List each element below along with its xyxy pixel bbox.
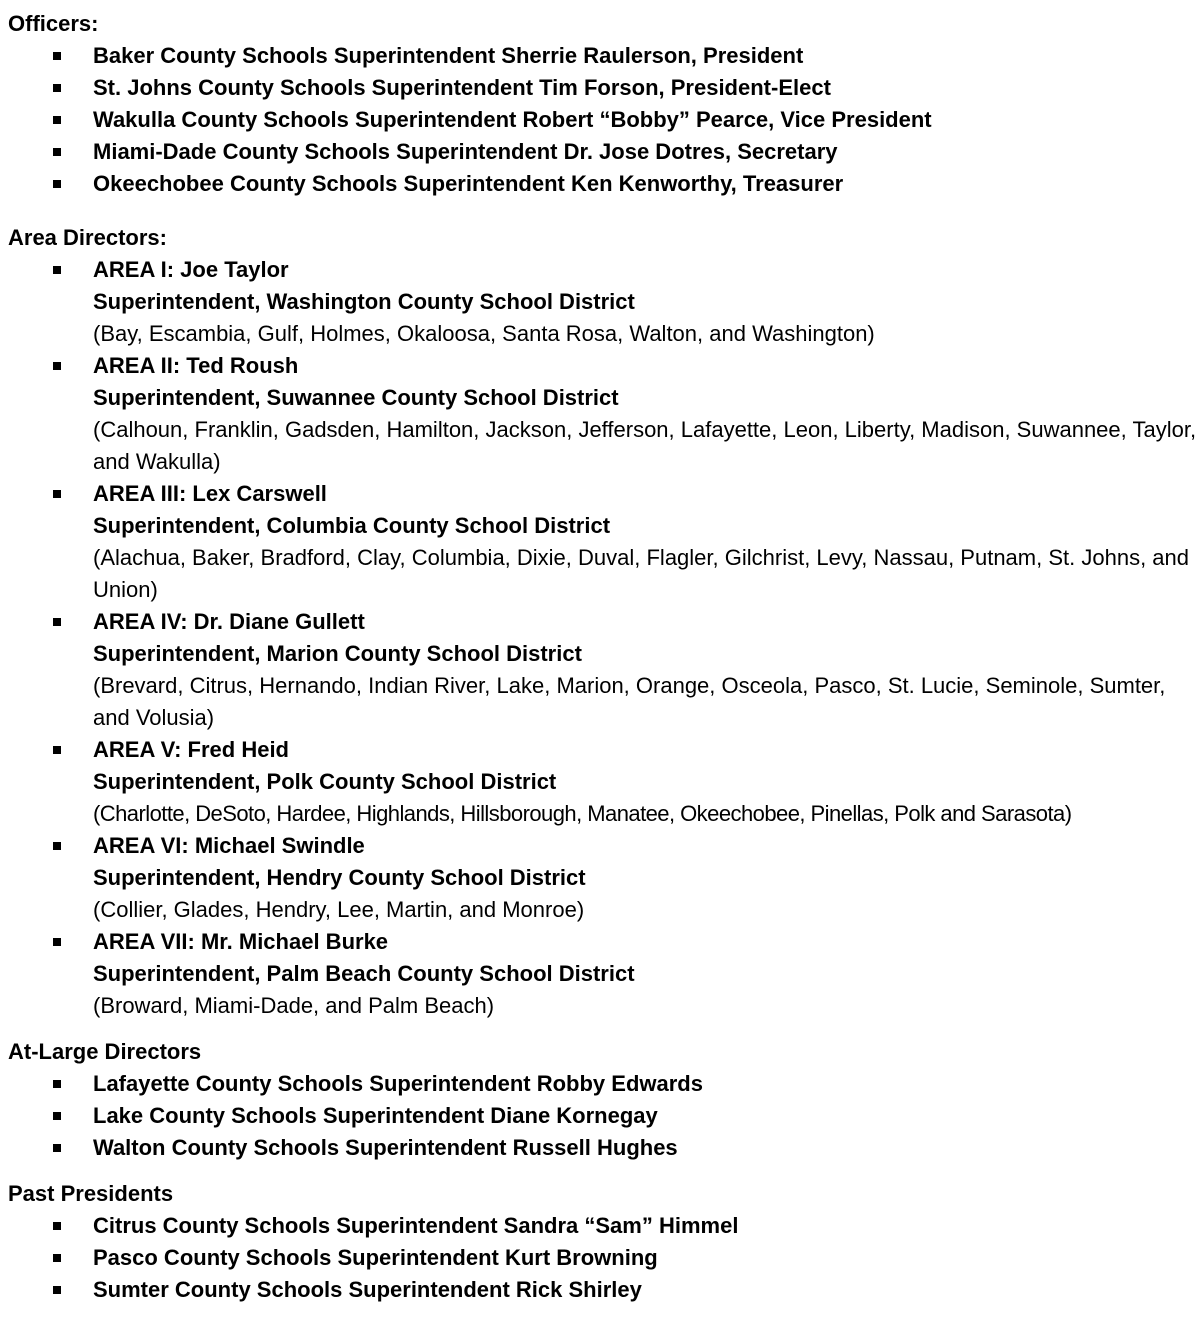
officer-item [8, 40, 1200, 72]
area-role: Superintendent, Palm Beach County School District [93, 961, 635, 986]
officers-list [8, 40, 1200, 200]
at-large-item [8, 1132, 1200, 1164]
square-bullet-icon [53, 266, 61, 274]
area-counties: (Broward, Miami-Dade, and Palm Beach) [93, 993, 495, 1018]
area-item [8, 926, 1200, 1022]
officer-text: St. Johns County Schools Superintendent Tim Forson, President-Elect [93, 75, 831, 100]
area-counties: (Calhoun, Franklin, Gadsden, Hamilton, Jackson, Jefferson, Lafayette, Leon, Liberty, Madison, Suwannee, Taylor, and Wakulla) [93, 417, 1197, 474]
area-item [8, 734, 1200, 830]
at-large-item [8, 1068, 1200, 1100]
at-large-text: Lafayette County Schools Superintendent Robby Edwards [93, 1071, 703, 1096]
area-counties: (Collier, Glades, Hendry, Lee, Martin, and Monroe) [93, 897, 585, 922]
spacer [8, 200, 1200, 222]
area-item [8, 350, 1200, 478]
square-bullet-icon [53, 180, 61, 188]
square-bullet-icon [53, 1144, 61, 1152]
square-bullet-icon [53, 1254, 61, 1262]
area-item [8, 830, 1200, 926]
officer-text: Miami-Dade County Schools Superintendent Dr. Jose Dotres, Secretary [93, 139, 838, 164]
square-bullet-icon [53, 938, 61, 946]
area-role: Superintendent, Columbia County School District [93, 513, 611, 538]
at-large-heading: At-Large Directors [8, 1039, 202, 1064]
past-president-text: Pasco County Schools Superintendent Kurt Browning [93, 1245, 658, 1270]
area-counties: (Alachua, Baker, Bradford, Clay, Columbia, Dixie, Duval, Flagler, Gilchrist, Levy, Nassau, Putnam, St. Johns, and Union) [93, 545, 1189, 602]
area-counties: (Charlotte, DeSoto, Hardee, Highlands, Hillsborough, Manatee, Okeechobee, Pinellas, Polk and Sarasota) [93, 801, 1072, 826]
at-large-list [8, 1068, 1200, 1164]
spacer [8, 1164, 1200, 1178]
square-bullet-icon [53, 148, 61, 156]
area-role: Superintendent, Marion County School District [93, 641, 582, 666]
area-title: AREA III: Lex Carswell [93, 481, 327, 506]
past-president-item [8, 1210, 1200, 1242]
area-item [8, 478, 1200, 606]
square-bullet-icon [53, 362, 61, 370]
area-counties: (Brevard, Citrus, Hernando, Indian River, Lake, Marion, Orange, Osceola, Pasco, St. Lucie, Seminole, Sumter, and Volusia) [93, 673, 1166, 730]
at-large-text: Walton County Schools Superintendent Russell Hughes [93, 1135, 678, 1160]
area-title: AREA VII: Mr. Michael Burke [93, 929, 389, 954]
officer-item [8, 136, 1200, 168]
square-bullet-icon [53, 116, 61, 124]
area-title: AREA V: Fred Heid [93, 737, 289, 762]
square-bullet-icon [53, 490, 61, 498]
square-bullet-icon [53, 842, 61, 850]
area-title: AREA VI: Michael Swindle [93, 833, 365, 858]
area-item [8, 254, 1200, 350]
at-large-item [8, 1100, 1200, 1132]
square-bullet-icon [53, 1286, 61, 1294]
area-title: AREA I: Joe Taylor [93, 257, 289, 282]
area-title: AREA IV: Dr. Diane Gullett [93, 609, 365, 634]
square-bullet-icon [53, 618, 61, 626]
spacer [8, 1022, 1200, 1036]
area-role: Superintendent, Washington County School District [93, 289, 635, 314]
officer-text: Wakulla County Schools Superintendent Robert “Bobby” Pearce, Vice President [93, 107, 932, 132]
area-directors-heading: Area Directors: [8, 225, 167, 250]
at-large-text: Lake County Schools Superintendent Diane Kornegay [93, 1103, 658, 1128]
past-presidents-heading: Past Presidents [8, 1181, 174, 1206]
area-directors-list [8, 254, 1200, 1022]
area-role: Superintendent, Hendry County School District [93, 865, 586, 890]
officers-heading: Officers: [8, 11, 99, 36]
area-counties: (Bay, Escambia, Gulf, Holmes, Okaloosa, Santa Rosa, Walton, and Washington) [93, 321, 875, 346]
square-bullet-icon [53, 1222, 61, 1230]
square-bullet-icon [53, 746, 61, 754]
officer-text: Okeechobee County Schools Superintendent Ken Kenworthy, Treasurer [93, 171, 844, 196]
past-president-text: Citrus County Schools Superintendent Sandra “Sam” Himmel [93, 1213, 739, 1238]
square-bullet-icon [53, 1080, 61, 1088]
area-role: Superintendent, Suwannee County School District [93, 385, 619, 410]
officer-item [8, 168, 1200, 200]
square-bullet-icon [53, 52, 61, 60]
officer-text: Baker County Schools Superintendent Sherrie Raulerson, President [93, 43, 804, 68]
square-bullet-icon [53, 84, 61, 92]
square-bullet-icon [53, 1112, 61, 1120]
area-title: AREA II: Ted Roush [93, 353, 299, 378]
area-role: Superintendent, Polk County School District [93, 769, 557, 794]
past-president-item [8, 1274, 1200, 1306]
past-presidents-list [8, 1210, 1200, 1306]
past-president-text: Sumter County Schools Superintendent Rick Shirley [93, 1277, 642, 1302]
area-item [8, 606, 1200, 734]
officer-item [8, 72, 1200, 104]
officer-item [8, 104, 1200, 136]
past-president-item [8, 1242, 1200, 1274]
